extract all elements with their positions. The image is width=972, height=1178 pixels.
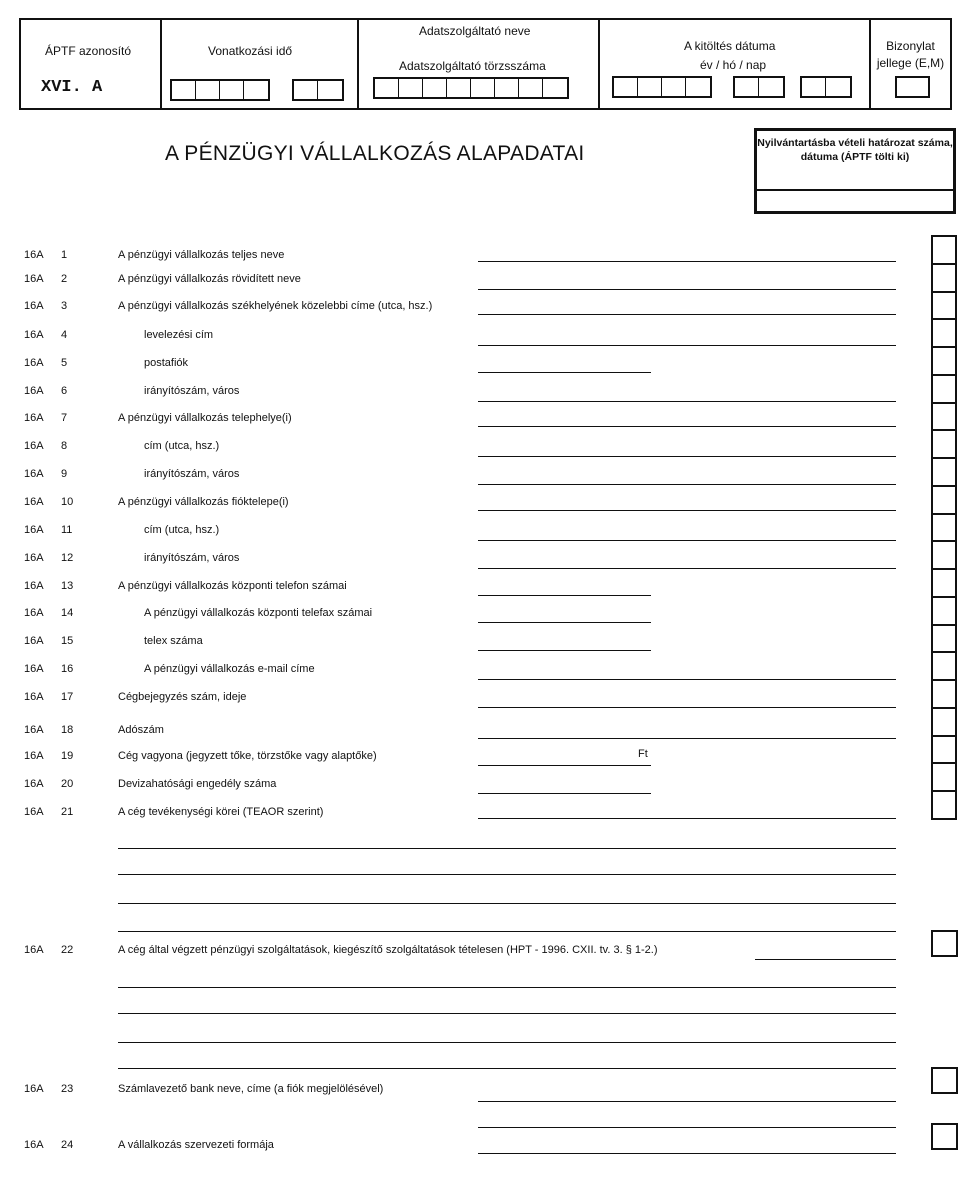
aptf-id-cell [21, 20, 162, 108]
doc-type-cell [871, 20, 950, 108]
row-code: 16A [24, 580, 44, 592]
fill-date-day-boxes[interactable] [800, 76, 852, 98]
form-row-1 [0, 249, 972, 273]
row-label: A pénzügyi vállalkozás központi telefax számai [144, 607, 373, 619]
row-number: 13 [61, 580, 74, 592]
writing-line[interactable] [118, 931, 896, 932]
row-number: 20 [61, 778, 74, 790]
row-number: 5 [61, 357, 68, 369]
fill-date-month-boxes[interactable] [733, 76, 785, 98]
row-code: 16A [24, 635, 44, 647]
row-label: A pénzügyi vállalkozás teljes neve [118, 249, 285, 261]
row-label: A pénzügyi vállalkozás központi telefon számai [118, 580, 347, 592]
row-number: 7 [61, 412, 68, 424]
form-row-22 [0, 944, 972, 968]
row-code: 16A [24, 607, 44, 619]
writing-line[interactable] [118, 1013, 896, 1014]
answer-line[interactable] [478, 289, 896, 290]
row-label: cím (utca, hsz.) [144, 440, 220, 452]
row-label: telex száma [144, 635, 203, 647]
registration-box-divider [757, 189, 953, 191]
row-number: 8 [61, 440, 68, 452]
period-label: Vonatkozási idő [208, 44, 293, 58]
aptf-id-value: XVI. A [41, 78, 103, 97]
row-number: 22 [61, 944, 74, 956]
row-number: 11 [61, 524, 73, 536]
row-label: irányítószám, város [144, 385, 240, 397]
row-label: A pénzügyi vállalkozás telephelye(i) [118, 412, 292, 424]
form-row-6 [0, 385, 972, 409]
row-code: 16A [24, 300, 44, 312]
writing-line[interactable] [118, 848, 896, 849]
answer-line[interactable] [478, 793, 651, 794]
doc-type-label: Bizonylat jellege (E,M) [876, 39, 945, 70]
form-row-5 [0, 357, 972, 381]
form-row-7 [0, 412, 972, 436]
writing-line[interactable] [478, 1127, 896, 1128]
fill-date-year-boxes[interactable] [612, 76, 712, 98]
row-label: postafiók [144, 357, 189, 369]
provider-id-label: Adatszolgáltató törzsszáma [399, 59, 546, 73]
row-label: A pénzügyi vállalkozás fióktelepe(i) [118, 496, 289, 508]
form-row-12 [0, 552, 972, 576]
form-row-23 [0, 1083, 972, 1107]
provider-name-label: Adatszolgáltató neve [419, 24, 531, 38]
row-code: 16A [24, 663, 44, 675]
row-code: 16A [24, 440, 44, 452]
answer-line[interactable] [478, 707, 896, 708]
row-code: 16A [24, 1083, 44, 1095]
row-code: 16A [24, 496, 44, 508]
form-row-4 [0, 329, 972, 353]
row-number: 24 [61, 1139, 74, 1151]
row-code: 16A [24, 524, 44, 536]
answer-line[interactable] [478, 1101, 896, 1102]
row-number: 3 [61, 300, 68, 312]
answer-line[interactable] [478, 540, 896, 541]
row-label: A cég tevékenységi körei (TEAOR szerint) [118, 806, 324, 818]
fill-date-label: A kitöltés dátuma [684, 39, 776, 53]
answer-line[interactable] [478, 622, 651, 623]
row-code: 16A [24, 468, 44, 480]
row-code: 16A [24, 750, 44, 762]
row-code: 16A [24, 724, 44, 736]
writing-line[interactable] [118, 987, 896, 988]
answer-line[interactable] [478, 765, 651, 766]
period-day-boxes[interactable] [292, 79, 344, 101]
row-code: 16A [24, 357, 44, 369]
row-label: Cég vagyona (jegyzett tőke, törzstőke vagy alaptőke) [118, 750, 377, 762]
answer-line[interactable] [478, 568, 896, 569]
row-label: Devizahatósági engedély száma [118, 778, 277, 790]
row-number: 12 [61, 552, 74, 564]
row-number: 4 [61, 329, 68, 341]
answer-line[interactable] [478, 426, 896, 427]
row-label: A pénzügyi vállalkozás székhelyének közelebbi címe (utca, hsz.) [118, 300, 433, 312]
answer-line[interactable] [755, 959, 896, 960]
answer-line[interactable] [478, 456, 896, 457]
row-label: A vállalkozás szervezeti formája [118, 1139, 274, 1151]
answer-line[interactable] [478, 372, 651, 373]
writing-line[interactable] [118, 1042, 896, 1043]
row-label: levelezési cím [144, 329, 214, 341]
row-code: 16A [24, 552, 44, 564]
form-row-21 [0, 806, 972, 830]
form-row-14 [0, 607, 972, 631]
writing-line[interactable] [118, 903, 896, 904]
answer-line[interactable] [478, 818, 896, 819]
row-number: 19 [61, 750, 74, 762]
writing-line[interactable] [118, 874, 896, 875]
answer-line[interactable] [478, 650, 651, 651]
form-row-2 [0, 273, 972, 297]
answer-line[interactable] [478, 738, 896, 739]
form-row-10 [0, 496, 972, 520]
row-code: 16A [24, 1139, 44, 1151]
row-code: 16A [24, 273, 44, 285]
currency-unit: Ft [638, 748, 648, 760]
answer-line[interactable] [478, 261, 896, 262]
form-row-19 [0, 750, 972, 774]
row-number: 18 [61, 724, 74, 736]
row-label: irányítószám, város [144, 552, 240, 564]
row-code: 16A [24, 385, 44, 397]
row-number: 17 [61, 691, 74, 703]
doc-type-box[interactable] [895, 76, 930, 98]
row-code: 16A [24, 778, 44, 790]
answer-line[interactable] [478, 595, 651, 596]
aptf-id-label: ÁPTF azonosító [45, 44, 132, 58]
registration-box-text: Nyilvántartásba vételi határozat száma, dátuma (ÁPTF tölti ki) [757, 137, 953, 163]
row-number: 16 [61, 663, 74, 675]
row-number: 21 [61, 806, 74, 818]
row-number: 1 [61, 249, 68, 261]
period-year-month-boxes[interactable] [170, 79, 270, 101]
provider-id-boxes[interactable] [373, 77, 569, 99]
row-number: 23 [61, 1083, 74, 1095]
row-code: 16A [24, 249, 44, 261]
row-label: cím (utca, hsz.) [144, 524, 220, 536]
form-row-8 [0, 440, 972, 464]
form-row-20 [0, 778, 972, 802]
form-row-3 [0, 300, 972, 324]
form-row-18 [0, 724, 972, 748]
form-row-17 [0, 691, 972, 715]
row-code: 16A [24, 944, 44, 956]
row-number: 2 [61, 273, 68, 285]
page-title: A PÉNZÜGYI VÁLLALKOZÁS ALAPADATAI [165, 142, 585, 165]
row-number: 10 [61, 496, 74, 508]
period-cell [162, 20, 359, 108]
provider-cell [359, 20, 600, 108]
answer-line[interactable] [478, 1153, 896, 1154]
row-number: 14 [61, 607, 74, 619]
row-number: 9 [61, 468, 68, 480]
row-label: Adószám [118, 724, 164, 736]
form-row-15 [0, 635, 972, 659]
fill-date-format: év / hó / nap [700, 58, 767, 72]
form-row-24 [0, 1139, 972, 1163]
answer-line[interactable] [478, 401, 896, 402]
row-label: Számlavezető bank neve, címe (a fiók megjelölésével) [118, 1083, 384, 1095]
row-label: A cég által végzett pénzügyi szolgáltatások, kiegészítő szolgáltatások tételesen (HPT - 1996. CXII. tv. 3. § 1-2.) [118, 944, 658, 956]
writing-line[interactable] [118, 1068, 896, 1069]
row-code: 16A [24, 806, 44, 818]
form-row-11 [0, 524, 972, 548]
answer-line[interactable] [478, 679, 896, 680]
row-number: 6 [61, 385, 68, 397]
registration-box [754, 128, 956, 214]
form-row-9 [0, 468, 972, 492]
answer-line[interactable] [478, 510, 896, 511]
row-label: irányítószám, város [144, 468, 240, 480]
row-code: 16A [24, 691, 44, 703]
row-code: 16A [24, 329, 44, 341]
form-row-13 [0, 580, 972, 604]
row-label: A pénzügyi vállalkozás e-mail címe [144, 663, 315, 675]
row-code: 16A [24, 412, 44, 424]
fill-date-cell [600, 20, 871, 108]
answer-line[interactable] [478, 345, 896, 346]
answer-line[interactable] [478, 314, 896, 315]
row-label: A pénzügyi vállalkozás rövidített neve [118, 273, 301, 285]
form-row-16 [0, 663, 972, 687]
row-label: Cégbejegyzés szám, ideje [118, 691, 247, 703]
answer-line[interactable] [478, 484, 896, 485]
form-header [19, 18, 952, 110]
row-number: 15 [61, 635, 74, 647]
